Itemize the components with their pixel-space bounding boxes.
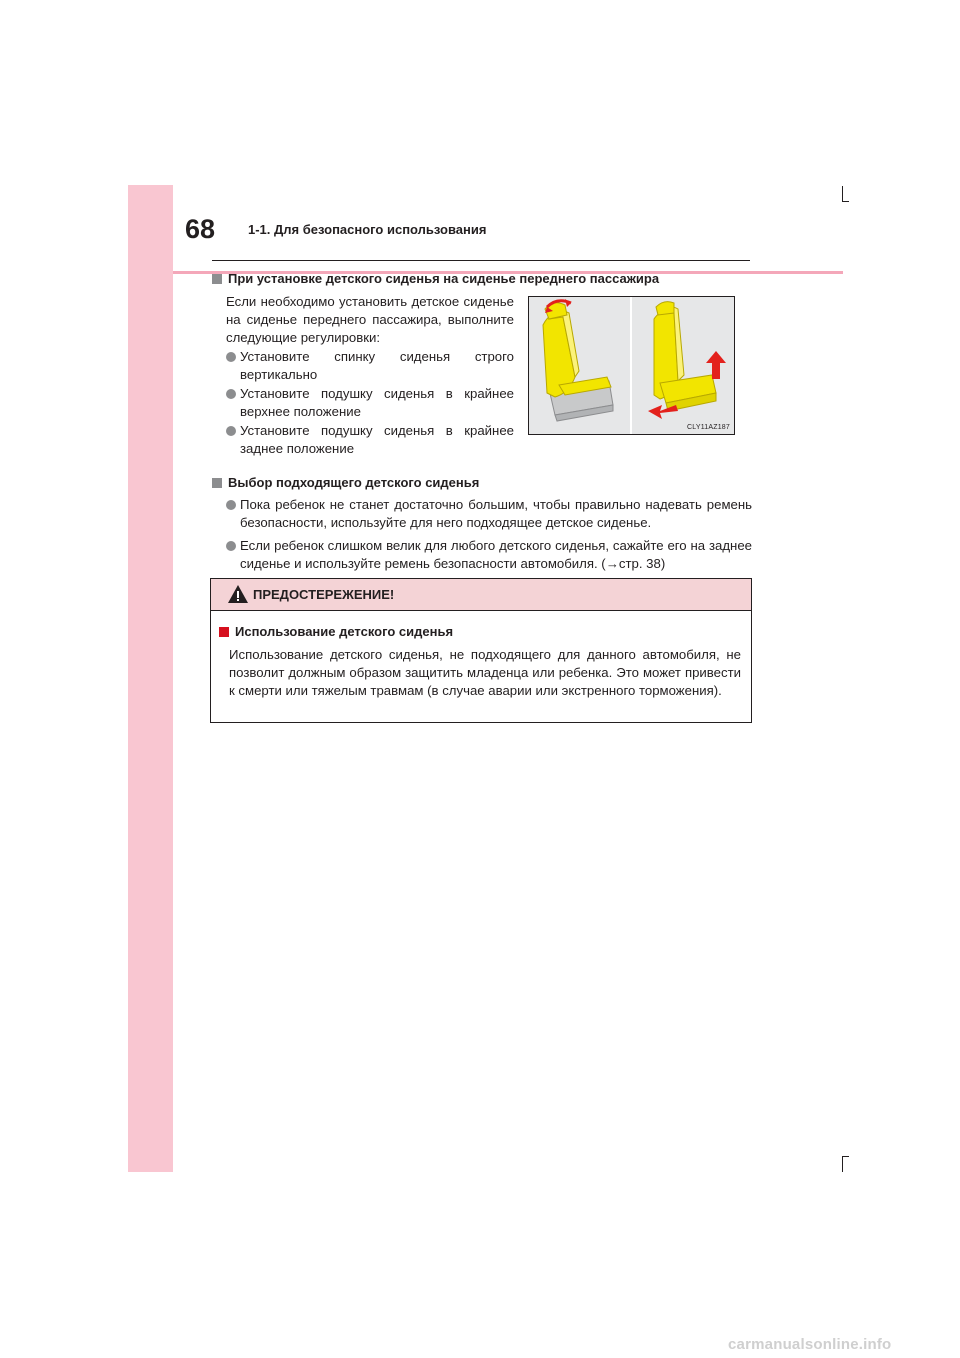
warning-title: ПРЕДОСТЕРЕЖЕНИЕ!	[253, 587, 395, 602]
warning-subheading: Использование детского сиденья	[219, 624, 453, 639]
watermark: carmanualsonline.info	[728, 1336, 892, 1353]
content-rule	[212, 260, 750, 261]
section1-bullet: Установите подушку сиденья в крайнее заднее положение	[240, 422, 514, 458]
section1-intro: Если необходимо установить детское сиденье на сиденье переднего пассажира, выполните следующие регулировки:	[226, 294, 514, 345]
section1-bullet: Установите подушку сиденья в крайнее верхнее положение	[240, 385, 514, 421]
warning-header	[211, 579, 751, 611]
round-bullet-icon	[226, 352, 236, 362]
round-bullet-icon	[226, 426, 236, 436]
crop-mark-top-h	[842, 201, 849, 202]
round-bullet-icon	[226, 500, 236, 510]
section-title: 1-1. Для безопасного использования	[248, 222, 487, 237]
warning-triangle-icon	[227, 584, 249, 604]
crop-mark-top	[842, 186, 843, 202]
figure-code: CLY11AZ187	[687, 424, 730, 431]
seat-adjustment-figure	[528, 296, 735, 435]
crop-mark-bottom	[842, 1156, 843, 1172]
section1-bullet: Установите спинку сиденья строго вертикально	[240, 348, 514, 384]
round-bullet-icon	[226, 541, 236, 551]
square-bullet-icon	[212, 478, 222, 488]
seat-after-panel	[632, 297, 734, 434]
section2-bullet: Пока ребенок не станет достаточно большим, чтобы правильно надевать ремень безопасности, используйте для него подходящее детское сиденье.	[240, 496, 752, 532]
section2-heading: Выбор подходящего детского сиденья	[212, 475, 479, 491]
red-square-icon	[219, 627, 229, 637]
seat-upright-illustration	[632, 297, 734, 434]
crop-mark-bottom-h	[842, 1156, 849, 1157]
square-bullet-icon	[212, 274, 222, 284]
section2-bullet: Если ребенок слишком велик для любого детского сиденья, сажайте его на заднее сиденье и используйте ремень безопасности автомобиля. (→стр. 38)	[240, 537, 752, 573]
warning-body: Использование детского сиденья, не подходящего для данного автомобиля, не позволит должным образом защитить младенца или ребенка. Это может привести к смерти или тяжелым травмам (в случае аварии или экстренного торможения).	[229, 647, 741, 698]
section1-heading: При установке детского сиденья на сиденье переднего пассажира	[212, 271, 659, 287]
seat-before-panel	[529, 297, 630, 434]
side-color-band	[128, 185, 173, 1172]
seat-reclined-illustration	[529, 297, 630, 434]
page-number: 68	[185, 214, 216, 244]
round-bullet-icon	[226, 389, 236, 399]
warning-box	[210, 578, 752, 723]
